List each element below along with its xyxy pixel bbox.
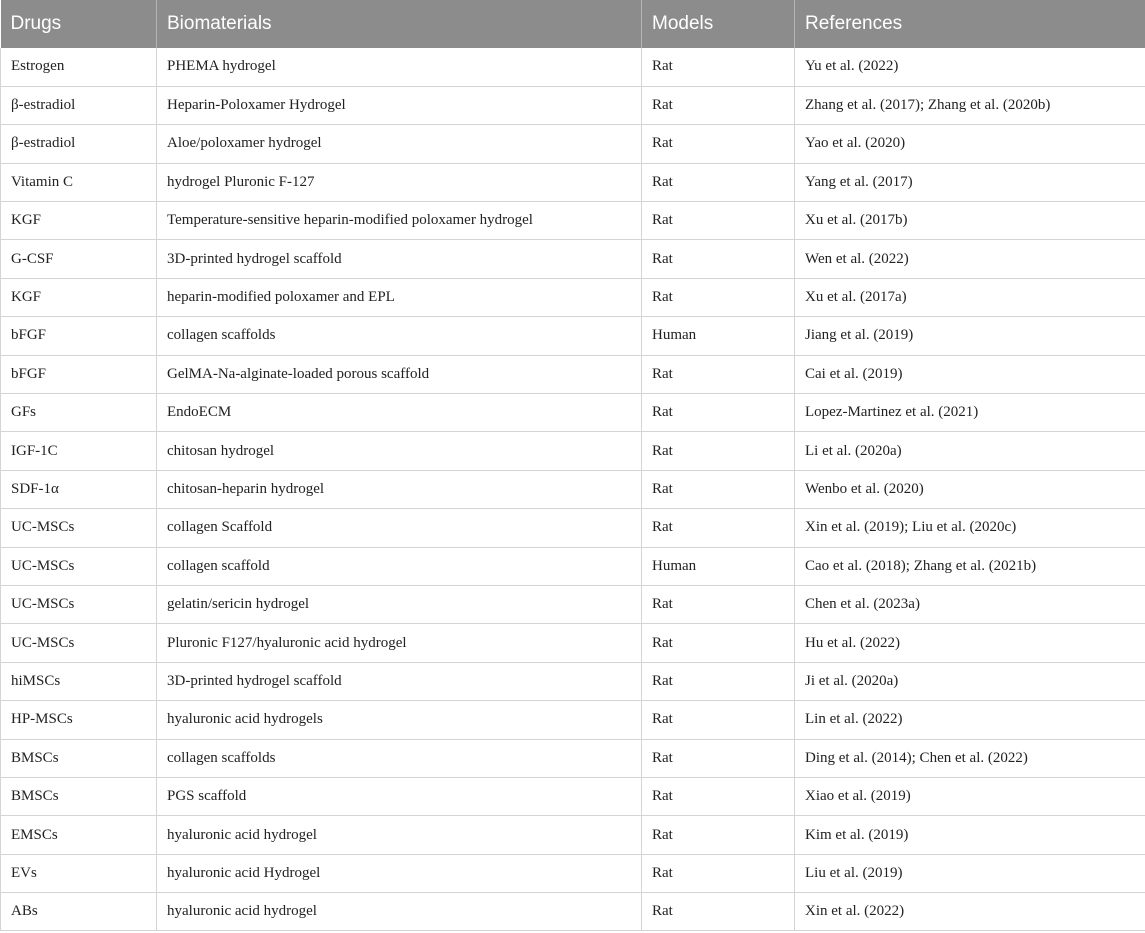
cell-biomaterial: collagen Scaffold [157,509,642,547]
cell-drug: Estrogen [1,48,157,86]
cell-reference: Zhang et al. (2017); Zhang et al. (2020b) [795,86,1145,124]
cell-reference: Wen et al. (2022) [795,240,1145,278]
cell-reference: Xu et al. (2017a) [795,278,1145,316]
cell-model: Rat [642,432,795,470]
table-row [1,278,1145,316]
cell-model: Rat [642,624,795,662]
cell-reference: Liu et al. (2019) [795,854,1145,892]
cell-drug: β-estradiol [1,86,157,124]
cell-reference: Xin et al. (2019); Liu et al. (2020c) [795,509,1145,547]
cell-reference: Jiang et al. (2019) [795,317,1145,355]
cell-drug: GFs [1,394,157,432]
cell-model: Rat [642,585,795,623]
cell-biomaterial: Heparin-Poloxamer Hydrogel [157,86,642,124]
cell-reference: Xin et al. (2022) [795,893,1145,931]
cell-drug: ABs [1,893,157,931]
table-row [1,394,1145,432]
cell-drug: KGF [1,278,157,316]
cell-drug: EVs [1,854,157,892]
cell-reference: Ji et al. (2020a) [795,662,1145,700]
table-row [1,585,1145,623]
cell-biomaterial: hyaluronic acid Hydrogel [157,854,642,892]
cell-model: Rat [642,355,795,393]
table-row [1,470,1145,508]
cell-reference: Cao et al. (2018); Zhang et al. (2021b) [795,547,1145,585]
table-row [1,48,1145,86]
cell-model: Rat [642,509,795,547]
cell-drug: BMSCs [1,777,157,815]
cell-biomaterial: hydrogel Pluronic F-127 [157,163,642,201]
cell-reference: Xu et al. (2017b) [795,202,1145,240]
cell-biomaterial: hyaluronic acid hydrogel [157,893,642,931]
table-row [1,701,1145,739]
cell-biomaterial: hyaluronic acid hydrogel [157,816,642,854]
cell-drug: G-CSF [1,240,157,278]
cell-drug: SDF-1α [1,470,157,508]
cell-biomaterial: Temperature-sensitive heparin-modified poloxamer hydrogel [157,202,642,240]
cell-drug: β-estradiol [1,125,157,163]
table-row [1,355,1145,393]
table-row [1,317,1145,355]
cell-biomaterial: GelMA-Na-alginate-loaded porous scaffold [157,355,642,393]
cell-biomaterial: collagen scaffolds [157,317,642,355]
cell-biomaterial: PGS scaffold [157,777,642,815]
cell-drug: Vitamin C [1,163,157,201]
table-body [1,48,1145,931]
cell-biomaterial: EndoECM [157,394,642,432]
cell-drug: UC-MSCs [1,585,157,623]
cell-reference: Yu et al. (2022) [795,48,1145,86]
cell-model: Human [642,317,795,355]
cell-reference: Ding et al. (2014); Chen et al. (2022) [795,739,1145,777]
cell-biomaterial: collagen scaffolds [157,739,642,777]
cell-drug: hiMSCs [1,662,157,700]
cell-reference: Cai et al. (2019) [795,355,1145,393]
cell-model: Rat [642,893,795,931]
cell-model: Rat [642,278,795,316]
table-row [1,893,1145,931]
table-row [1,163,1145,201]
header-drugs: Drugs [1,0,157,48]
cell-reference: Li et al. (2020a) [795,432,1145,470]
cell-model: Rat [642,163,795,201]
table-row [1,854,1145,892]
cell-reference: Kim et al. (2019) [795,816,1145,854]
table-row [1,509,1145,547]
table-row [1,240,1145,278]
cell-model: Rat [642,701,795,739]
table-row [1,739,1145,777]
table-row [1,125,1145,163]
cell-drug: IGF-1C [1,432,157,470]
table-header [1,0,1145,48]
cell-model: Rat [642,125,795,163]
cell-biomaterial: hyaluronic acid hydrogels [157,701,642,739]
table-row [1,816,1145,854]
cell-biomaterial: chitosan-heparin hydrogel [157,470,642,508]
cell-drug: bFGF [1,355,157,393]
cell-reference: Lin et al. (2022) [795,701,1145,739]
header-row [1,0,1145,48]
cell-reference: Lopez-Martinez et al. (2021) [795,394,1145,432]
cell-model: Rat [642,854,795,892]
table-row [1,202,1145,240]
cell-model: Rat [642,739,795,777]
cell-model: Rat [642,240,795,278]
header-references: References [795,0,1145,48]
cell-reference: Wenbo et al. (2020) [795,470,1145,508]
header-models: Models [642,0,795,48]
cell-model: Rat [642,394,795,432]
cell-drug: UC-MSCs [1,624,157,662]
cell-biomaterial: collagen scaffold [157,547,642,585]
cell-model: Human [642,547,795,585]
cell-model: Rat [642,86,795,124]
table-row [1,432,1145,470]
cell-drug: UC-MSCs [1,509,157,547]
cell-drug: KGF [1,202,157,240]
table-row [1,86,1145,124]
cell-model: Rat [642,48,795,86]
cell-drug: EMSCs [1,816,157,854]
table-row [1,624,1145,662]
cell-drug: bFGF [1,317,157,355]
cell-biomaterial: gelatin/sericin hydrogel [157,585,642,623]
table-row [1,547,1145,585]
cell-reference: Yang et al. (2017) [795,163,1145,201]
header-biomaterials: Biomaterials [157,0,642,48]
cell-biomaterial: 3D-printed hydrogel scaffold [157,662,642,700]
cell-reference: Hu et al. (2022) [795,624,1145,662]
cell-biomaterial: PHEMA hydrogel [157,48,642,86]
cell-biomaterial: chitosan hydrogel [157,432,642,470]
cell-model: Rat [642,662,795,700]
table-row [1,662,1145,700]
cell-drug: UC-MSCs [1,547,157,585]
cell-reference: Yao et al. (2020) [795,125,1145,163]
cell-drug: HP-MSCs [1,701,157,739]
cell-reference: Chen et al. (2023a) [795,585,1145,623]
cell-model: Rat [642,470,795,508]
cell-biomaterial: heparin-modified poloxamer and EPL [157,278,642,316]
cell-model: Rat [642,202,795,240]
cell-biomaterial: Pluronic F127/hyaluronic acid hydrogel [157,624,642,662]
table-row [1,777,1145,815]
cell-biomaterial: Aloe/poloxamer hydrogel [157,125,642,163]
cell-biomaterial: 3D-printed hydrogel scaffold [157,240,642,278]
cell-reference: Xiao et al. (2019) [795,777,1145,815]
cell-model: Rat [642,816,795,854]
cell-drug: BMSCs [1,739,157,777]
cell-model: Rat [642,777,795,815]
